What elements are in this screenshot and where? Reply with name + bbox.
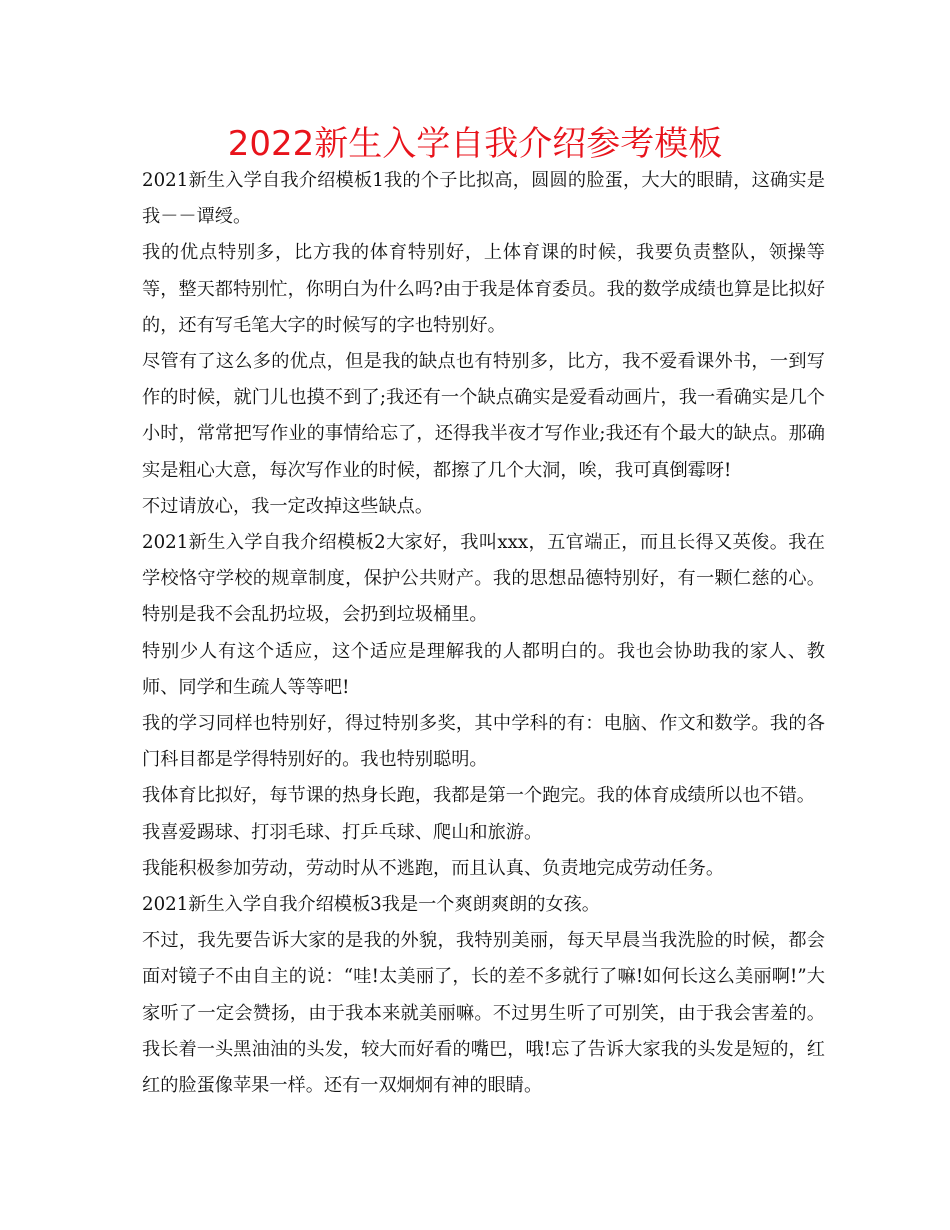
paragraph-8: 我体育比拟好，每节课的热身长跑，我都是第一个跑完。我的体育成绩所以也不错。 (142, 785, 815, 807)
paragraph-4: 不过请放心，我一定改掉这些缺点。 (142, 495, 434, 517)
paragraph-12: 不过，我先要告诉大家的是我的外貌，我特别美丽，每天早晨当我洗脸的时候，都会面对镜子不由自主的说：“哇!太美丽了，长的差不多就行了嘛!如何长这么美丽啊!”大家听了一定会赞扬，由于我本来就美丽嘛。不过男生听了可别笑，由于我会害羞的。我长着一头黑油油的头发，较大而好看的嘴巴，哦!忘了告诉大家我的头发是短的，红红的脸蛋像苹果一样。还有一双炯炯有神的眼睛。 (142, 930, 825, 1097)
paragraph-11: 2021新生入学自我介绍模板3我是一个爽朗爽朗的女孩。 (142, 894, 600, 916)
paragraph-2: 我的优点特别多，比方我的体育特别好，上体育课的时候，我要负责整队，领操等等，整天都特别忙，你明白为什么吗?由于我是体育委员。我的数学成绩也算是比拟好的，还有写毛笔大字的时候写的字也特别好。 (142, 242, 825, 336)
paragraph-3: 尽管有了这么多的优点，但是我的缺点也有特别多，比方，我不爱看课外书，一到写作的时候，就门儿也摸不到了;我还有一个缺点确实是爱看动画片，我一看确实是几个小时，常常把写作业的事情给忘了，还得我半夜才写作业;我还有个最大的缺点。那确实是粗心大意，每次写作业的时候，都擦了几个大洞，唉，我可真倒霉呀! (142, 351, 825, 481)
document-body (142, 163, 825, 1104)
paragraph-10: 我能积极参加劳动，劳动时从不逃跑，而且认真、负责地完成劳动任务。 (142, 857, 725, 879)
paragraph-7: 我的学习同样也特别好，得过特别多奖，其中学科的有：电脑、作文和数学。我的各门科目都是学得特别好的。我也特别聪明。 (142, 713, 825, 771)
document-title: 2022新生入学自我介绍参考模板 (227, 124, 723, 164)
paragraph-5: 2021新生入学自我介绍模板2大家好，我叫xxx，五官端正，而且长得又英俊。我在学校恪守学校的规章制度，保护公共财产。我的思想品德特别好，有一颗仁慈的心。特别是我不会乱扔垃圾，会扔到垃圾桶里。 (142, 532, 825, 626)
paragraph-6: 特别少人有这个适应，这个适应是理解我的人都明白的。我也会协助我的家人、教师、同学和生疏人等等吧! (142, 640, 825, 698)
paragraph-1: 2021新生入学自我介绍模板1我的个子比拟高，圆圆的脸蛋，大大的眼睛，这确实是我－－谭绶。 (142, 170, 825, 228)
paragraph-9: 我喜爱踢球、打羽毛球、打乒乓球、爬山和旅游。 (142, 821, 543, 843)
